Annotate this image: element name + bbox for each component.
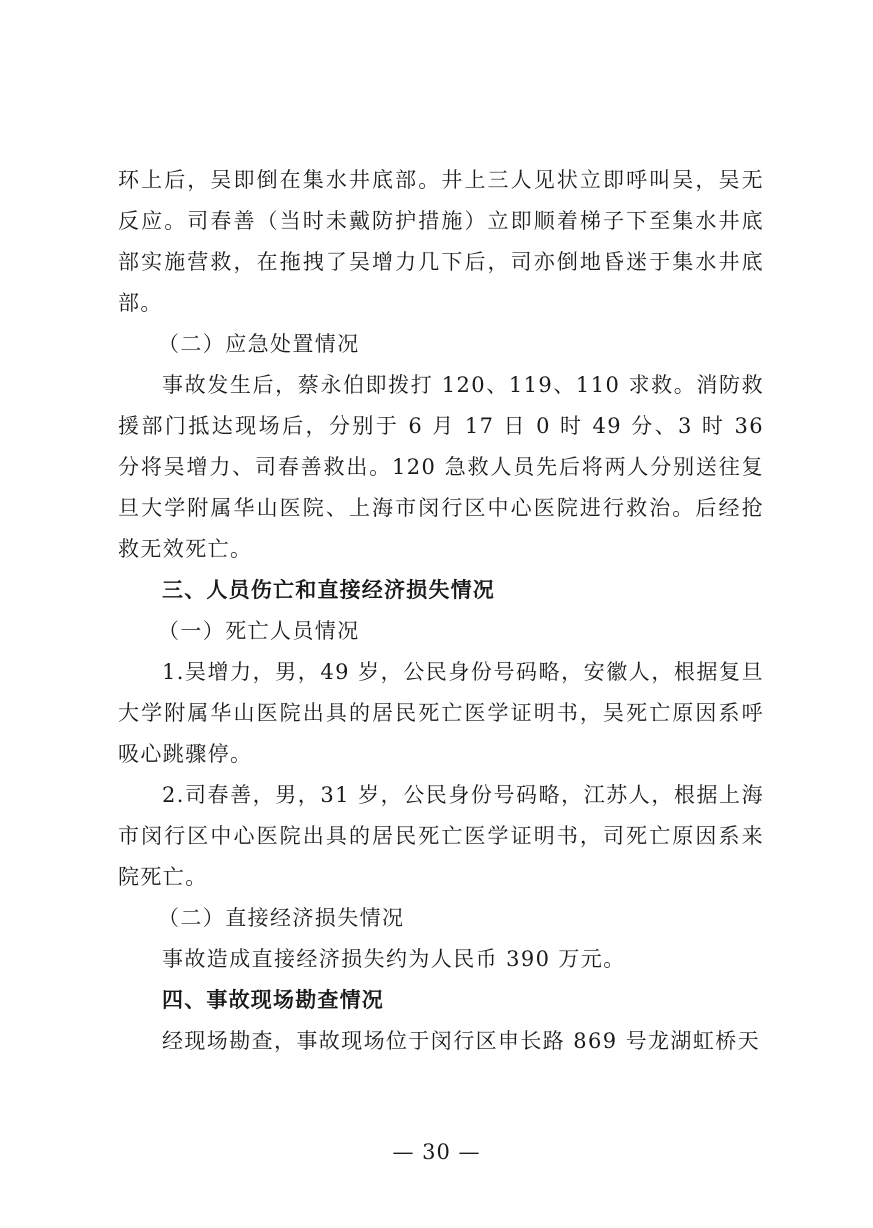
paragraph-deceased-1: 1.吴增力，男，49 岁，公民身份号码略，安徽人，根据复旦大学附属华山医院出具的居民死亡医学证明书，吴死亡原因系呼吸心跳骤停。 <box>118 660 764 766</box>
subheading-emergency-response: （二）应急处置情况 <box>158 332 360 356</box>
subheading-economic-loss: （二）直接经济损失情况 <box>158 906 405 930</box>
page-number: — 30 — <box>392 1140 481 1164</box>
paragraph-economic-loss: 事故造成直接经济损失约为人民币 390 万元。 <box>162 947 626 971</box>
subheading-deceased: （一）死亡人员情况 <box>158 619 360 643</box>
paragraph-accident-continuation: 环上后，吴即倒在集水井底部。井上三人见状立即呼叫吴，吴无反应。司春善（当时未戴防护措施）立即顺着梯子下至集水井底部实施营救，在拖拽了吴增力几下后，司亦倒地昏迷于集水井底部。 <box>118 168 764 315</box>
paragraph-site-survey: 经现场勘查，事故现场位于闵行区申长路 869 号龙湖虹桥天 <box>162 1029 761 1053</box>
paragraph-deceased-2: 2.司春善，男，31 岁，公民身份号码略，江苏人，根据上海市闵行区中心医院出具的居民死亡医学证明书，司死亡原因系来院死亡。 <box>118 783 764 889</box>
section-heading-site-survey: 四、事故现场勘查情况 <box>162 988 384 1012</box>
paragraph-emergency-response: 事故发生后，蔡永伯即拨打 120、119、110 求救。消防救援部门抵达现场后，分别于 6 月 17 日 0 时 49 分、3 时 36 分将吴增力、司春善救出。120 急救人员先后将两人分别送往复旦大学附属华山医院、上海市闵行区中心医院进行救治。后经抢救无效死亡。 <box>118 373 764 561</box>
document-body <box>118 160 764 1062</box>
section-heading-casualties-losses: 三、人员伤亡和直接经济损失情况 <box>162 578 495 602</box>
